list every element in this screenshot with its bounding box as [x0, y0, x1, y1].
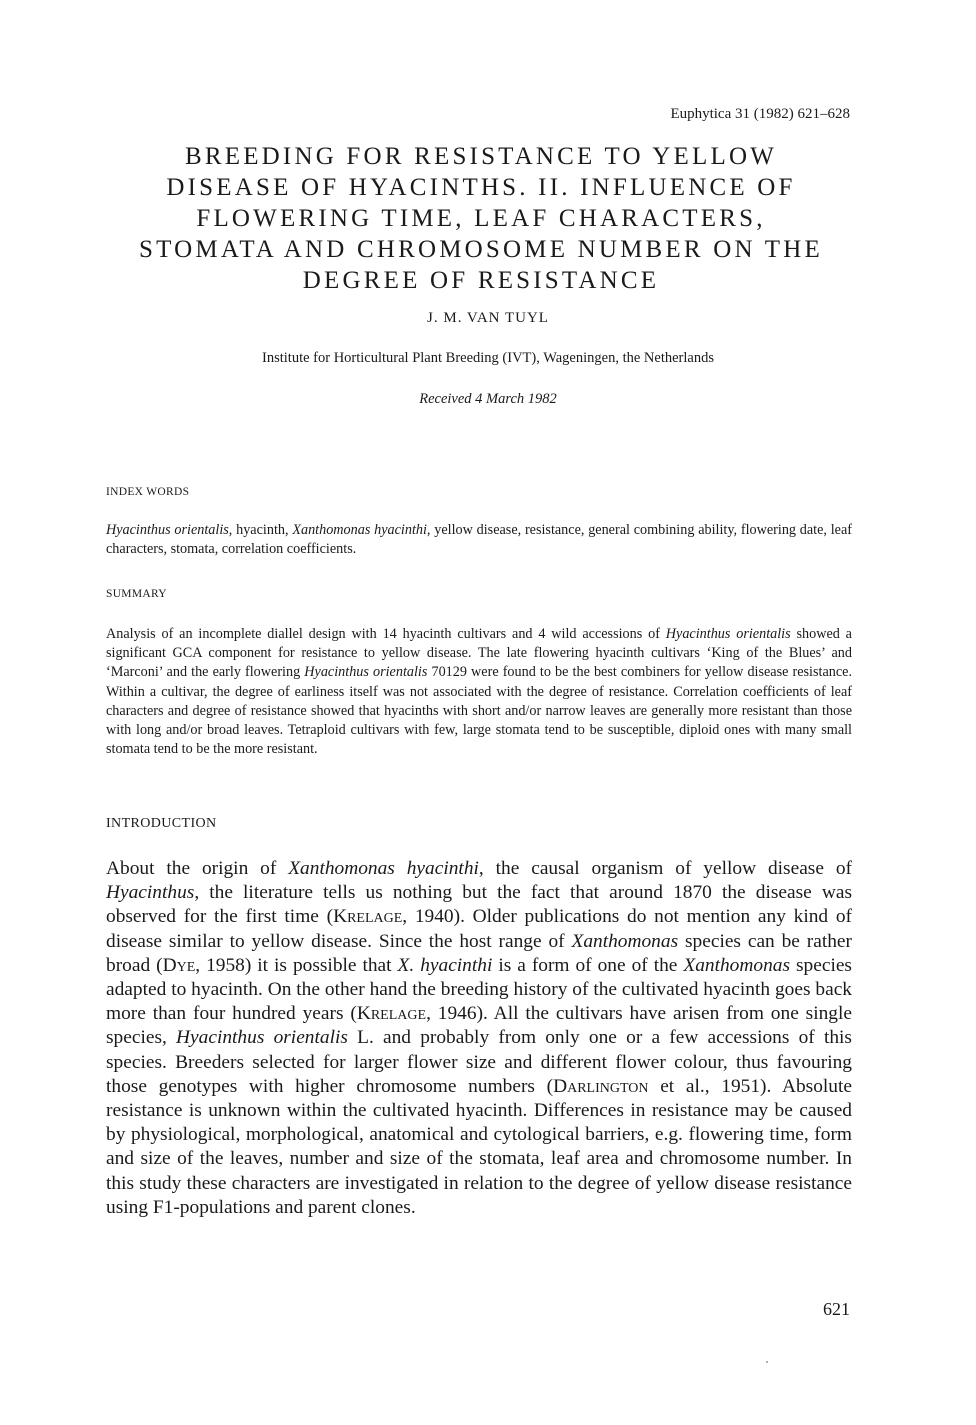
scan-speck [766, 1361, 768, 1363]
page-number: 621 [823, 1299, 850, 1319]
introduction-heading: INTRODUCTION [106, 816, 217, 831]
citation-author: Krelage [356, 1003, 427, 1025]
journal-reference: Euphytica 31 (1982) 621–628 [670, 106, 850, 122]
title-line: BREEDING FOR RESISTANCE TO YELLOW [184, 143, 778, 170]
title-line: FLOWERING TIME, LEAF CHARACTERS, [196, 205, 766, 232]
index-word-term: Xanthomonas hyacinthi [292, 522, 427, 538]
summary-heading: SUMMARY [106, 588, 167, 600]
paper-title [100, 141, 862, 296]
title-line: DISEASE OF HYACINTHS. II. INFLUENCE OF [166, 174, 796, 201]
citation-author: Dye [162, 954, 196, 976]
title-line: DEGREE OF RESISTANCE [302, 267, 660, 294]
received-date: Received 4 March 1982 [419, 391, 557, 407]
summary-text: Analysis of an incomplete diallel design with 14 hyacinth cultivars and 4 wild accessions of Hyacinthus orientalis showed a significant GCA component for resistance to yellow disease. The late flowering hyacinth cultivars ‘King of the Blues’ and ‘Marconi’ and the early flowering Hyacinthus orientalis 70129 were found to be the best combiners for yellow disease resistance. Within a cultivar, the degree of earliness itself was not associated with the degree of resistance. Correlation coefficients of leaf characters and degree of resistance showed that hyacinths with short and/or narrow leaves are generally more resistant than those with long and/or broad leaves. Tetraploid cultivars with few, large stomata tend to be susceptible, diploid ones with many small stomata tend to be the more resistant. [106, 626, 852, 758]
introduction-text: About the origin of Xanthomonas hyacinthi, the causal organism of yellow disease of Hyacinthus, the literature tells us nothing but the fact that around 1870 the disease was observed for the first time (Krelage, 1940). Older publications do not mention any kind of disease similar to yellow disease. Since the host range of Xanthomonas species can be rather broad (Dye, 1958) it is possible that X. hyacinthi is a form of one of the Xanthomonas species adapted to hyacinth. On the other hand the breeding history of the cultivated hyacinth goes back more than four hundred years (Krelage, 1946). All the cultivars have arisen from one single species, Hyacinthus orientalis L. and probably from only one or a few accessions of this species. Breeders selected for larger flower size and different flower colour, thus favouring those genotypes with higher chromosome numbers (Darlington et al., 1951). Absolute resistance is unknown within the cultivated hyacinth. Differences in resistance may be caused by physiological, morphological, anatomical and cytological barriers, e.g. flowering time, form and size of the leaves, number and size of the stomata, leaf area and chromosome number. In this study these characters are investigated in relation to the degree of yellow disease resistance using F1-populations and parent clones. [106, 858, 853, 1218]
index-word-term: Hyacinthus orientalis [106, 522, 229, 538]
citation-author: Darlington [553, 1075, 649, 1097]
author-name: J. M. VAN TUYL [427, 310, 549, 326]
index-words-text: Hyacinthus orientalis, hyacinth, Xanthomonas hyacinthi, yellow disease, resistance, general combining ability, flowering date, leaf characters, stomata, correlation coefficients. [106, 522, 852, 558]
index-words-heading: INDEX WORDS [106, 486, 190, 498]
author-affiliation: Institute for Horticultural Plant Breeding (IVT), Wageningen, the Netherlands [262, 350, 714, 366]
title-line: STOMATA AND CHROMOSOME NUMBER ON THE [139, 236, 823, 263]
citation-author: Krelage [333, 906, 403, 928]
